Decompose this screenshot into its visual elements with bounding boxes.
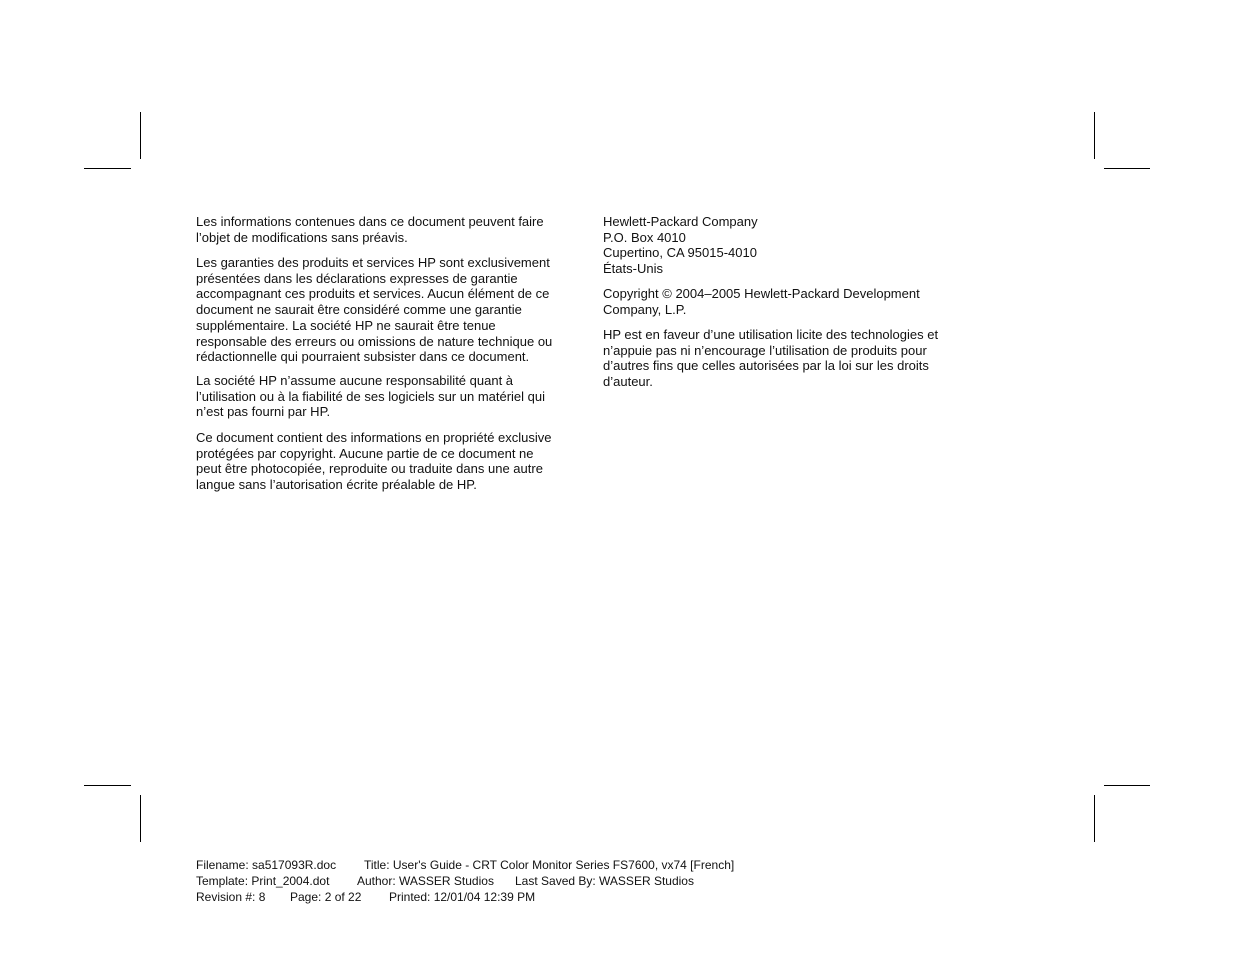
crop-mark-top-right-horizontal	[1104, 168, 1150, 169]
text-line: Les garanties des produits et services HP sont exclusivement	[196, 255, 550, 270]
text-line: Copyright © 2004–2005 Hewlett-Packard Development	[603, 286, 920, 301]
text-line: La société HP n’assume aucune responsabilité quant à	[196, 373, 514, 388]
crop-mark-bottom-left-vertical	[140, 795, 141, 842]
crop-mark-bottom-right-vertical	[1094, 795, 1095, 842]
text-line: Ce document contient des informations en propriété exclusive	[196, 430, 552, 445]
text-line: peut être photocopiée, reproduite ou traduite dans une autre	[196, 461, 543, 477]
text-line: Cupertino, CA 95015-4010	[603, 245, 757, 261]
disclaimer-paragraph-software	[196, 373, 545, 420]
footer-title: Title: User's Guide - CRT Color Monitor Series FS7600, vx74 [French]	[364, 858, 735, 872]
disclaimer-paragraph-changes	[196, 214, 544, 245]
text-line: présentées dans les déclarations expresses de garantie	[196, 270, 518, 286]
footer-printed: Printed: 12/01/04 12:39 PM	[389, 890, 536, 904]
crop-mark-bottom-left-horizontal	[84, 785, 131, 786]
crop-mark-top-left-horizontal	[84, 168, 131, 169]
text-line: d’auteur.	[603, 374, 653, 390]
text-line: accompagnant ces produits et services. Aucun élément de ce	[196, 286, 550, 302]
disclaimer-paragraph-copyright	[196, 430, 552, 493]
footer-page: Page: 2 of 22	[290, 890, 362, 904]
text-line: supplémentaire. La société HP ne saurait être tenue	[196, 317, 496, 333]
footer-filename: Filename: sa517093R.doc	[196, 858, 337, 872]
copyright-notice	[603, 286, 920, 317]
footer-last-saved-by: Last Saved By: WASSER Studios	[515, 874, 694, 888]
text-line: langue sans l’autorisation écrite préalable de HP.	[196, 477, 477, 493]
text-line: responsable des erreurs ou omissions de nature technique ou	[196, 333, 553, 349]
footer-author: Author: WASSER Studios	[357, 874, 494, 888]
text-line: États-Unis	[603, 261, 663, 277]
text-line: d’autres fins que celles autorisées par la loi sur les droits	[603, 358, 929, 374]
text-line: rédactionnelle qui pourraient subsister dans ce document.	[196, 349, 530, 365]
text-line: n’appuie pas ni n’encourage l’utilisation de produits pour	[603, 342, 927, 358]
company-address	[603, 214, 758, 277]
text-line: HP est en faveur d’une utilisation licite des technologies et	[603, 327, 939, 342]
text-line: Les informations contenues dans ce document peuvent faire	[196, 214, 544, 229]
crop-mark-top-right-vertical	[1094, 112, 1095, 159]
text-line: document ne saurait être considéré comme une garantie	[196, 302, 522, 318]
crop-mark-bottom-right-horizontal	[1104, 785, 1150, 786]
text-line: l’objet de modifications sans préavis.	[196, 229, 408, 245]
lawful-use-notice	[603, 327, 938, 390]
text-line: Company, L.P.	[603, 301, 687, 317]
text-line: P.O. Box 4010	[603, 229, 686, 245]
text-line: Hewlett-Packard Company	[603, 214, 758, 229]
disclaimer-paragraph-warranty	[196, 255, 552, 365]
text-line: protégées par copyright. Aucune partie de ce document ne	[196, 445, 534, 461]
text-line: l’utilisation ou à la fiabilité de ses logiciels sur un matériel qui	[196, 388, 546, 404]
footer-revision: Revision #: 8	[196, 890, 266, 904]
footer-template: Template: Print_2004.dot	[196, 874, 330, 888]
crop-mark-top-left-vertical	[140, 112, 141, 159]
text-line: n’est pas fourni par HP.	[196, 404, 331, 420]
